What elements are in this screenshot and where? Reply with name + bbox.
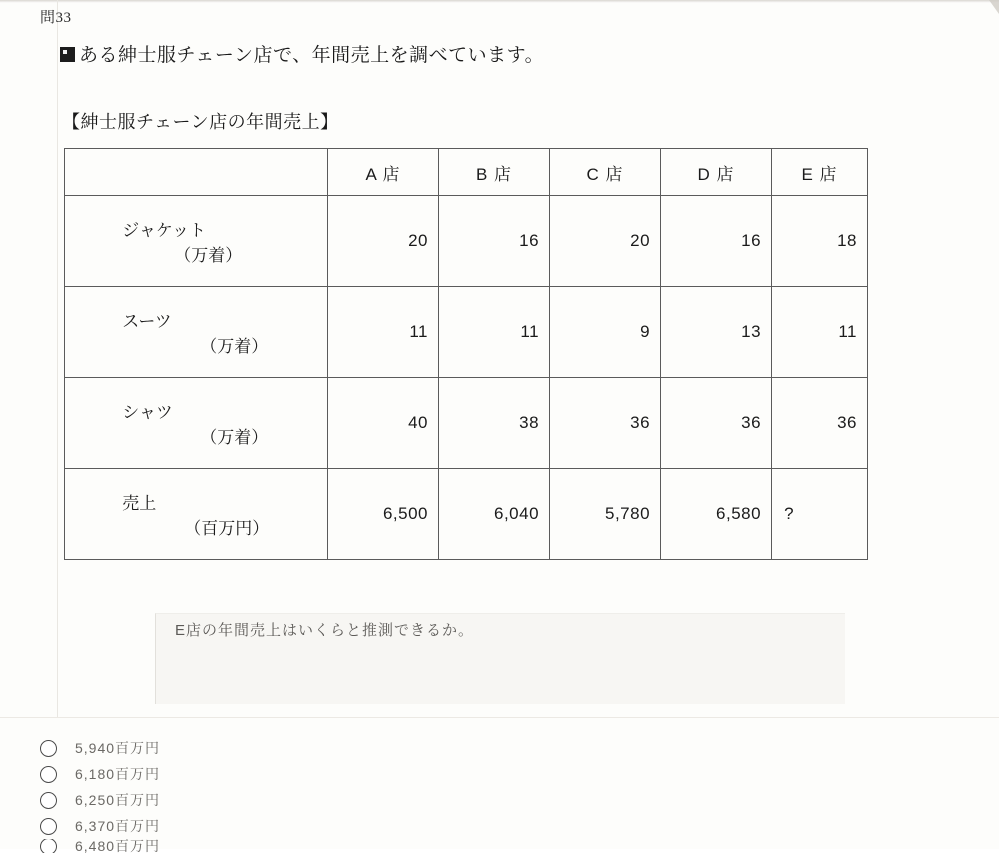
column-header-e: E 店 — [772, 149, 868, 196]
cell-shirt-b: 38 — [439, 378, 550, 469]
choice-option-5[interactable] — [38, 839, 160, 853]
column-header-c: C 店 — [550, 149, 661, 196]
cell-jacket-c: 20 — [550, 196, 661, 287]
table-row — [65, 378, 868, 469]
row-header-shirt — [65, 378, 328, 469]
row-label: スーツ — [122, 312, 172, 331]
table-corner-cell — [65, 149, 328, 196]
square-bullet-icon — [60, 47, 75, 62]
scan-margin-line — [57, 0, 58, 717]
row-label: 売上 — [122, 494, 157, 513]
choice-option-3[interactable] — [38, 787, 160, 813]
scan-horizontal-line — [0, 717, 999, 718]
choice-option-4[interactable] — [38, 813, 160, 839]
prompt-row — [60, 40, 544, 67]
cell-jacket-e: 18 — [772, 196, 868, 287]
choice-label: 6,250百万円 — [75, 792, 161, 808]
cell-suit-d: 13 — [661, 287, 772, 378]
cell-shirt-e: 36 — [772, 378, 868, 469]
scan-edge-artifact — [0, 0, 999, 3]
radio-button-icon[interactable] — [40, 766, 57, 783]
column-header-a: A 店 — [328, 149, 439, 196]
radio-button-icon[interactable] — [40, 740, 57, 757]
cell-sales-d: 6,580 — [661, 469, 772, 560]
row-unit: （万着） — [200, 337, 269, 356]
cell-shirt-a: 40 — [328, 378, 439, 469]
choice-label: 6,480百万円 — [75, 839, 161, 853]
cell-jacket-a: 20 — [328, 196, 439, 287]
table-header-row — [65, 149, 868, 196]
choice-label: 6,370百万円 — [75, 818, 161, 834]
row-label: シャツ — [122, 403, 173, 422]
row-header-suit — [65, 287, 328, 378]
row-header-sales — [65, 469, 328, 560]
sales-table — [64, 148, 868, 560]
prompt-text: ある紳士服チェーン店で、年間売上を調べています。 — [79, 45, 545, 66]
cell-suit-c: 9 — [550, 287, 661, 378]
radio-button-icon[interactable] — [40, 839, 57, 853]
table-row — [65, 287, 868, 378]
table-row — [65, 196, 868, 287]
cell-suit-e: 11 — [772, 287, 868, 378]
cell-sales-c: 5,780 — [550, 469, 661, 560]
cell-sales-b: 6,040 — [439, 469, 550, 560]
column-header-b: B 店 — [439, 149, 550, 196]
sub-question-text: E店の年間売上はいくらと推測できるか。 — [175, 622, 475, 639]
row-header-jacket — [65, 196, 328, 287]
cell-jacket-b: 16 — [439, 196, 550, 287]
choice-label: 6,180百万円 — [75, 766, 161, 782]
cell-shirt-c: 36 — [550, 378, 661, 469]
choice-label: 5,940百万円 — [75, 740, 161, 756]
cell-jacket-d: 16 — [661, 196, 772, 287]
question-number: 問33 — [40, 10, 72, 26]
radio-button-icon[interactable] — [40, 792, 57, 809]
cell-sales-e: ? — [772, 469, 868, 560]
row-unit: （百万円） — [184, 519, 270, 538]
row-unit: （万着） — [174, 246, 243, 265]
cell-sales-a: 6,500 — [328, 469, 439, 560]
row-unit: （万着） — [200, 428, 269, 447]
table-title: 【紳士服チェーン店の年間売上】 — [62, 112, 339, 132]
scan-corner-artifact — [989, 0, 999, 14]
cell-suit-b: 11 — [439, 287, 550, 378]
column-header-d: D 店 — [661, 149, 772, 196]
answer-choices — [38, 735, 160, 853]
choice-option-1[interactable] — [38, 735, 160, 761]
cell-suit-a: 11 — [328, 287, 439, 378]
radio-button-icon[interactable] — [40, 818, 57, 835]
table-row — [65, 469, 868, 560]
row-label: ジャケット — [122, 221, 207, 240]
cell-shirt-d: 36 — [661, 378, 772, 469]
choice-option-2[interactable] — [38, 761, 160, 787]
